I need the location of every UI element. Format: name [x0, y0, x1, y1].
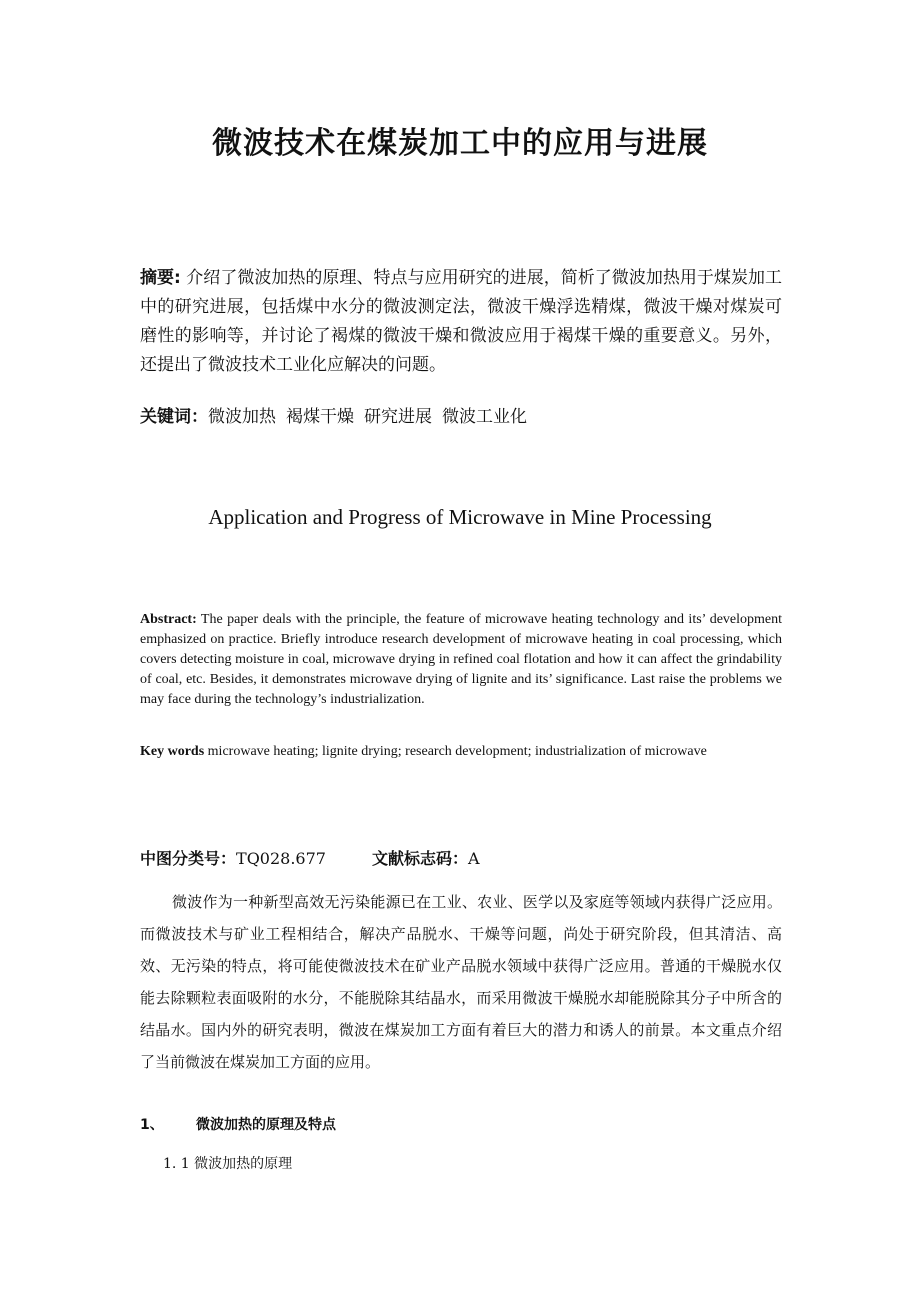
classification-line — [140, 846, 480, 869]
section-1-1-heading: 1. 1 微波加热的原理 — [163, 1156, 293, 1172]
keywords-en — [140, 742, 782, 762]
doc-code-value: A — [467, 849, 480, 868]
clc-label: 中图分类号： — [140, 849, 237, 868]
abstract-en — [140, 610, 782, 710]
section-1-title: 微波加热的原理及特点 — [196, 1117, 336, 1133]
keyword-zh-item: 微波加热 — [208, 407, 276, 427]
keywords-en-label: Key words — [140, 744, 205, 759]
keywords-zh-label: 关键词： — [140, 407, 208, 427]
abstract-zh-text: 介绍了微波加热的原理、特点与应用研究的进展，简析了微波加热用于煤炭加工中的研究进展，包括煤中水分的微波测定法，微波干燥浮选精煤，微波干燥对煤炭可磨性的影响等，并讨论了褐煤的微波干燥和微波应用于褐煤干燥的重要意义。另外，还提出了微波技术工业化应解决的问题。 — [140, 268, 782, 375]
doc-code-label: 文献标志码： — [371, 849, 468, 868]
abstract-zh-label: 摘要: — [140, 268, 181, 288]
abstract-zh — [140, 264, 782, 380]
keywords-zh-values — [208, 407, 537, 427]
section-1-heading — [140, 1114, 336, 1134]
keyword-zh-item: 研究进展 — [364, 407, 432, 427]
abstract-en-text: The paper deals with the principle, the feature of microwave heating technology and its’ development emphasized on practice. Briefly introduce research development of microwave heating in coal processing, which covers detecting moisture in coal, microwave drying in refined coal flotation and how it can affect the grindability of coal, etc. Besides, it demonstrates microwave drying of lignite and its’ significance. Last raise the problems we may face during the technology’s industrialization. — [140, 612, 782, 707]
abstract-en-label: Abstract: — [140, 612, 197, 627]
paper-title-zh: 微波技术在煤炭加工中的应用与进展 — [212, 126, 708, 161]
paper-title-en: Application and Progress of Microwave in Mine Processing — [208, 505, 712, 529]
keywords-zh — [140, 402, 537, 427]
keywords-en-text: microwave heating; lignite drying; research development; industrialization of microwave — [207, 744, 707, 759]
keyword-zh-item: 褐煤干燥 — [286, 407, 354, 427]
intro-paragraph: 微波作为一种新型高效无污染能源已在工业、农业、医学以及家庭等领域内获得广泛应用。而微波技术与矿业工程相结合，解决产品脱水、干燥等问题，尚处于研究阶段，但其清洁、高效、无污染的特点，将可能使微波技术在矿业产品脱水领域中获得广泛应用。普通的干燥脱水仅能去除颗粒表面吸附的水分，不能脱除其结晶水，而采用微波干燥脱水却能脱除其分子中所含的结晶水。国内外的研究表明，微波在煤炭加工方面有着巨大的潜力和诱人的前景。本文重点介绍了当前微波在煤炭加工方面的应用。 — [140, 893, 782, 1071]
section-1-number: 1、 — [140, 1117, 164, 1133]
clc-value: TQ028.677 — [236, 849, 326, 868]
keyword-zh-item: 微波工业化 — [442, 407, 527, 427]
